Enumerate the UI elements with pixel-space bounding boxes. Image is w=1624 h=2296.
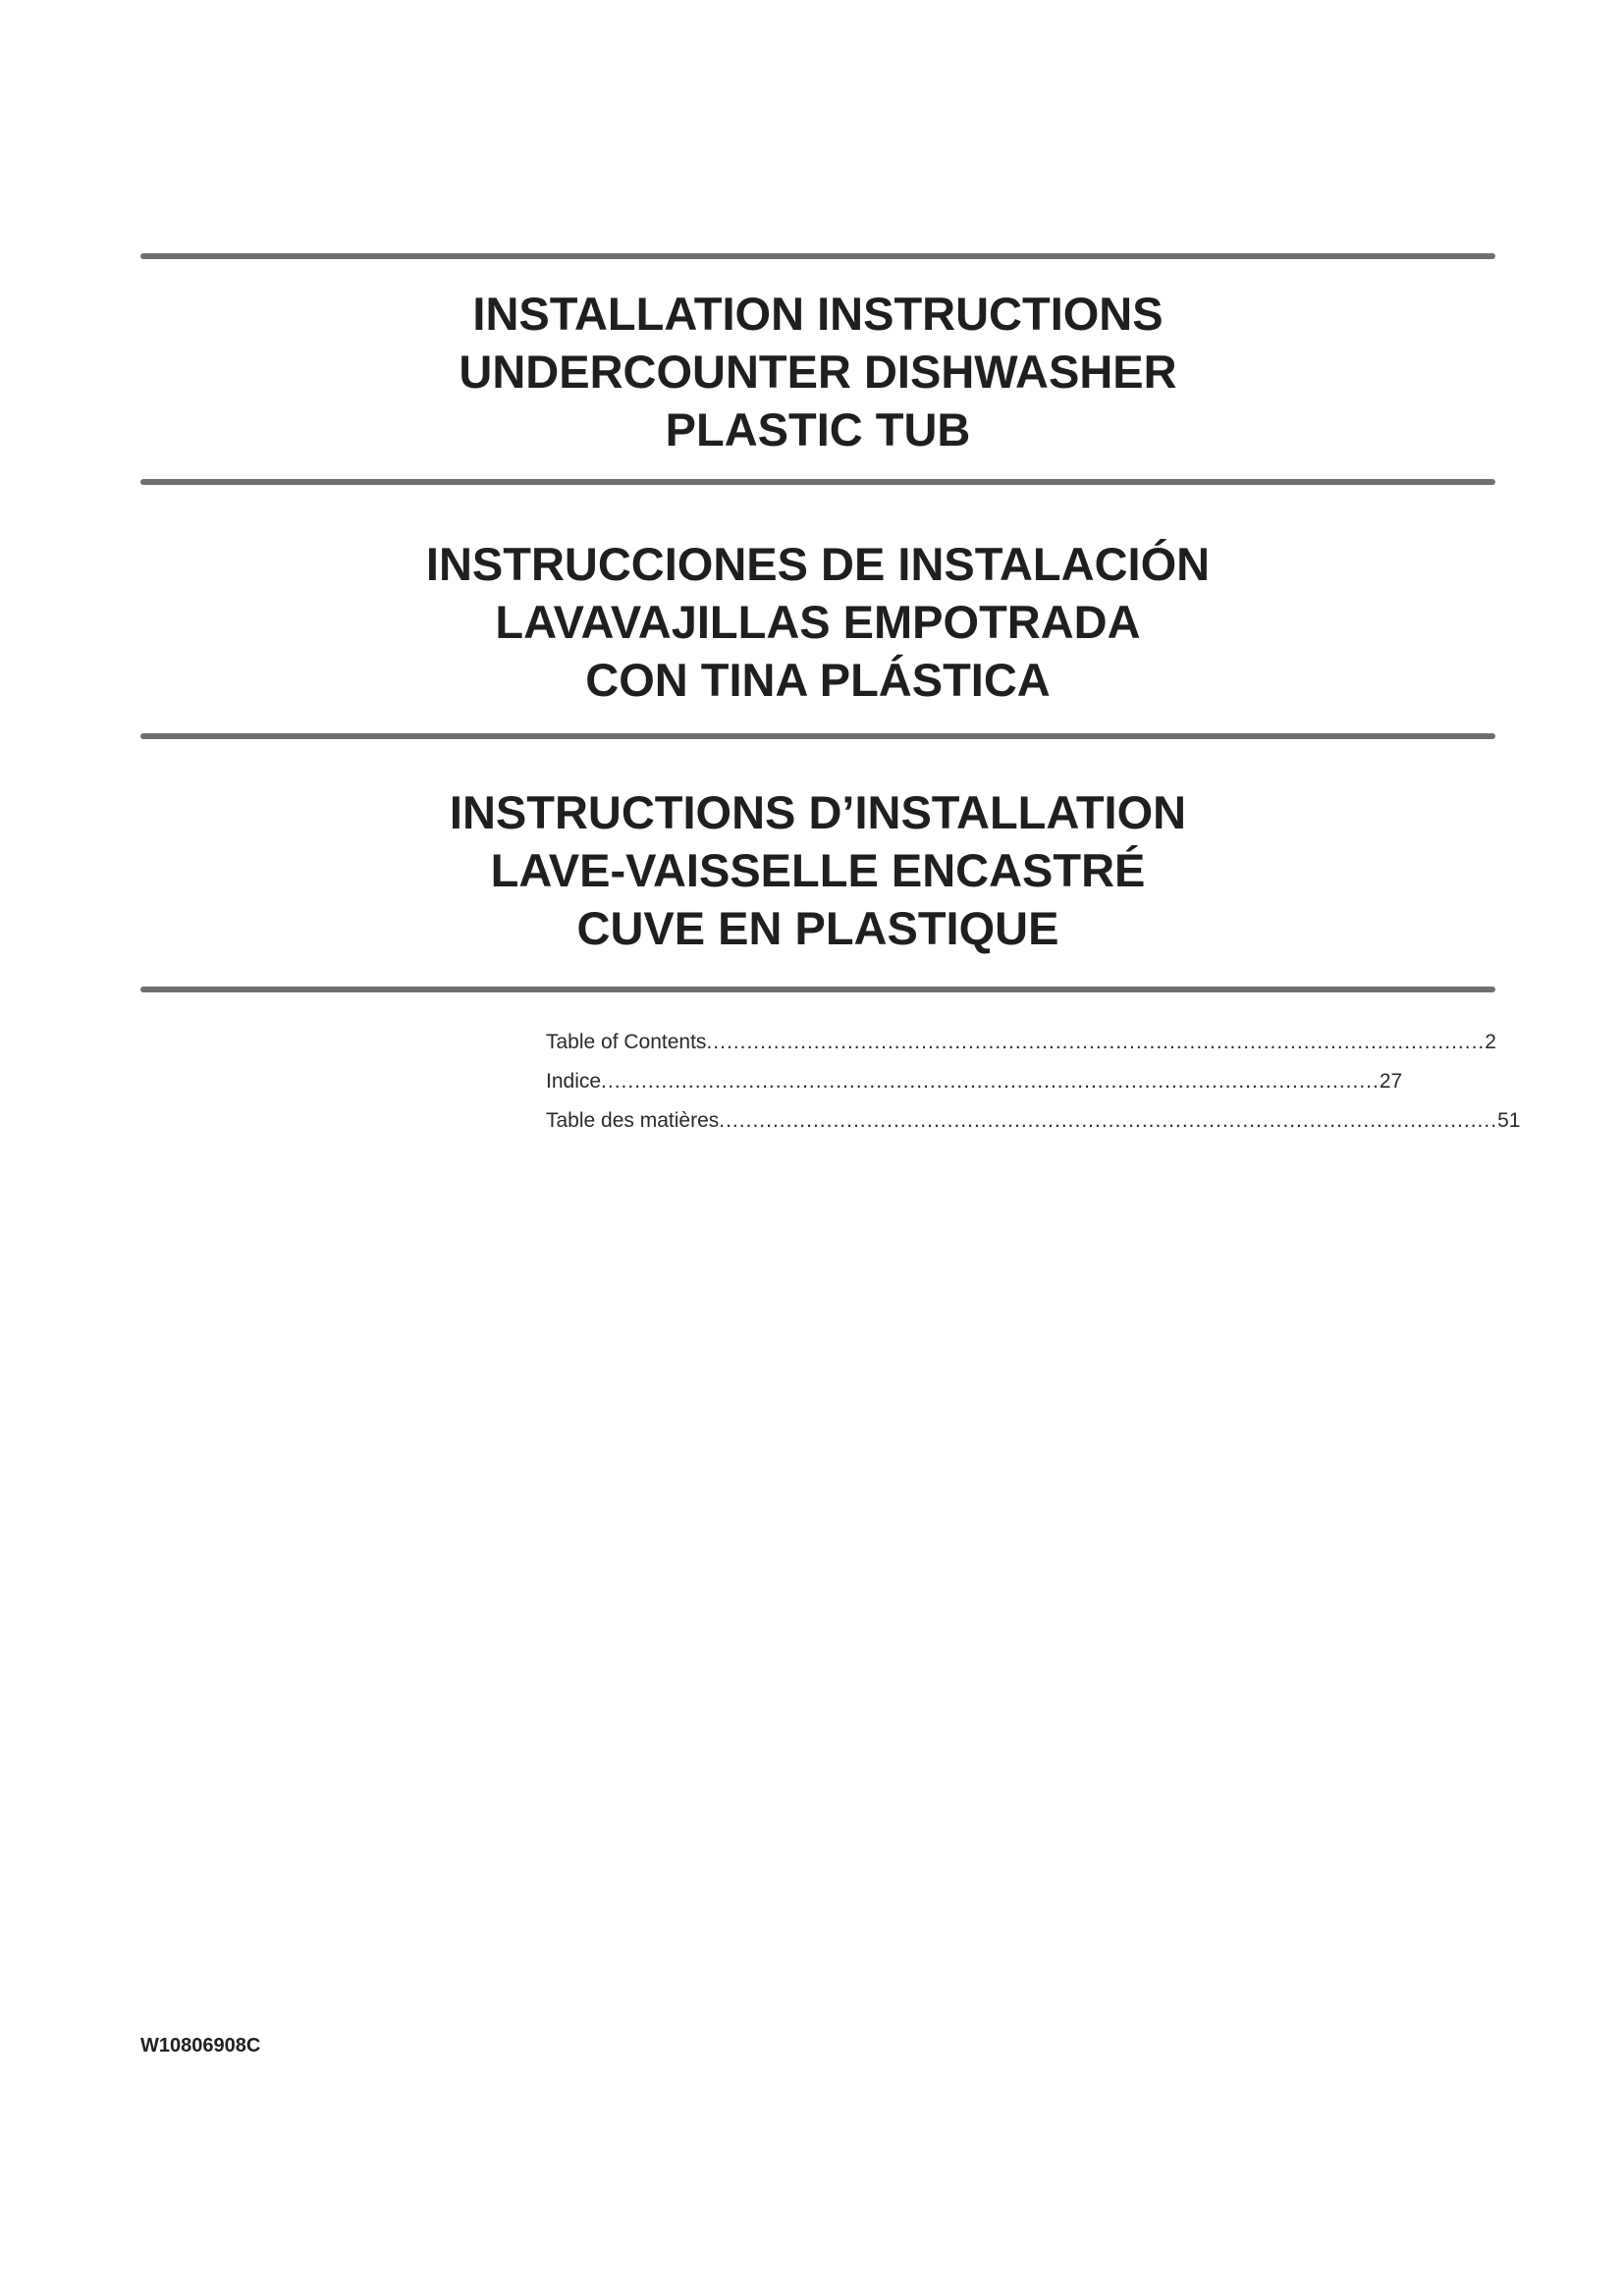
title-french: [140, 783, 1495, 957]
title-line: INSTALLATION INSTRUCTIONS: [472, 288, 1164, 340]
divider-rule-4: [140, 987, 1495, 992]
toc-label: Table des matières: [546, 1109, 720, 1132]
title-line: LAVAVAJILLAS EMPOTRADA: [495, 596, 1141, 648]
toc-entry[interactable]: [546, 1070, 1403, 1109]
title-spanish: [140, 535, 1495, 709]
divider-rule-1: [140, 253, 1495, 259]
title-line: CON TINA PLÁSTICA: [585, 654, 1051, 706]
toc-page-number: 2: [1485, 1031, 1496, 1053]
toc-leader-dots: ....................................................................................................................: [706, 1031, 1486, 1053]
title-line: INSTRUCCIONES DE INSTALACIÓN: [425, 538, 1211, 590]
table-of-contents: [546, 1031, 1521, 1148]
divider-rule-3: [140, 733, 1495, 739]
toc-page-number: 51: [1497, 1109, 1521, 1132]
toc-entry[interactable]: [546, 1109, 1521, 1148]
document-code: W10806908C: [140, 2035, 261, 2056]
title-english: [140, 285, 1495, 458]
divider-rule-2: [140, 479, 1495, 485]
title-line: LAVE-VAISSELLE ENCASTRÉ: [490, 844, 1146, 896]
title-line: UNDERCOUNTER DISHWASHER: [459, 346, 1177, 398]
toc-entry[interactable]: [546, 1031, 1496, 1070]
title-line: INSTRUCTIONS D’INSTALLATION: [449, 786, 1187, 838]
toc-page-number: 27: [1379, 1070, 1403, 1093]
toc-label: Table of Contents: [546, 1031, 707, 1053]
title-line: CUVE EN PLASTIQUE: [576, 902, 1059, 954]
toc-leader-dots: ....................................................................................................................: [601, 1070, 1380, 1093]
title-line: PLASTIC TUB: [665, 403, 971, 455]
toc-leader-dots: ....................................................................................................................: [719, 1109, 1498, 1132]
toc-label: Indice: [546, 1070, 602, 1093]
